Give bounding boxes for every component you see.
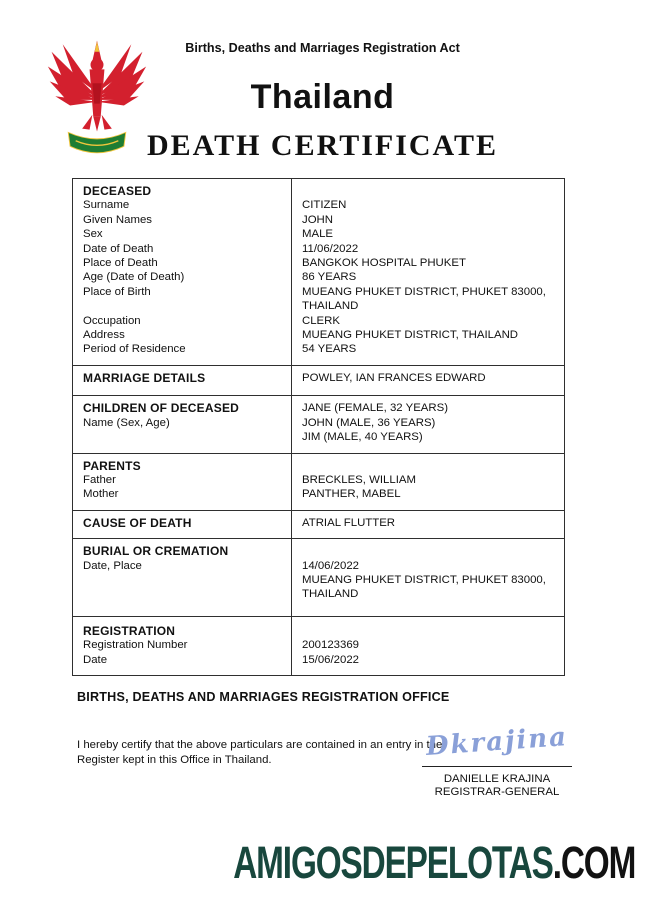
certification-statement: I hereby certify that the above particulars are contained in an entry in the Register kept in this Office in Thailand. (77, 739, 443, 766)
heading-children: CHILDREN OF DECEASED (83, 401, 240, 416)
table-row (73, 256, 564, 270)
empty-cell (291, 184, 564, 198)
value-cause-of-death: ATRIAL FLUTTER (291, 516, 564, 530)
spacer-row (73, 502, 564, 510)
value-burial-date: 14/06/2022 (291, 559, 564, 573)
certificate-table (72, 178, 565, 676)
value-sex: MALE (291, 227, 564, 241)
table-row (73, 314, 564, 328)
value-registration-number: 200123369 (291, 638, 564, 652)
value-father: BRECKLES, WILLIAM (291, 473, 564, 487)
label-registration-number: Registration Number (83, 639, 188, 652)
signature-block (422, 720, 572, 798)
spacer-row (73, 357, 564, 365)
spacer-row (73, 385, 564, 395)
label-place-of-birth: Place of Birth (83, 285, 151, 298)
label-sex: Sex (83, 228, 103, 241)
table-row (73, 328, 564, 342)
label-registration-date: Date (83, 653, 108, 666)
value-place-of-death: BANGKOK HOSPITAL PHUKET (291, 256, 564, 270)
signatory-title: REGISTRAR-GENERAL (434, 786, 560, 798)
section-heading-row-deceased (73, 184, 564, 198)
value-child-1: JANE (FEMALE, 32 YEARS) (291, 401, 564, 415)
section-divider (73, 616, 564, 624)
section-heading-row-cause (73, 516, 564, 530)
heading-burial-cremation: BURIAL OR CREMATION (83, 544, 229, 559)
registration-office-title: BIRTHS, DEATHS AND MARRIAGES REGISTRATION OFFICE (77, 690, 450, 704)
label-place-of-death: Place of Death (83, 257, 158, 270)
table-row (73, 213, 564, 227)
table-row (73, 198, 564, 212)
value-period-of-residence: 54 YEARS (291, 342, 564, 356)
value-child-2: JOHN (MALE, 36 YEARS) (291, 416, 564, 430)
table-row (73, 342, 564, 356)
empty-cell (73, 430, 291, 444)
empty-cell (73, 573, 291, 602)
table-row (73, 559, 564, 573)
value-given-names: JOHN (291, 213, 564, 227)
table-row (73, 638, 564, 652)
label-address: Address (83, 329, 125, 342)
site-watermark (233, 837, 635, 888)
heading-cause-of-death: CAUSE OF DEATH (83, 515, 192, 530)
value-address: MUEANG PHUKET DISTRICT, THAILAND (291, 328, 564, 342)
heading-marriage-details: MARRIAGE DETAILS (83, 370, 206, 385)
value-marriage-details: POWLEY, IAN FRANCES EDWARD (291, 371, 564, 385)
country-title: Thailand (250, 78, 395, 116)
empty-cell (291, 544, 564, 558)
watermark-main-text: AMIGOSDEPELOTAS (233, 837, 553, 888)
table-row (73, 270, 564, 284)
label-age: Age (Date of Death) (83, 271, 185, 284)
empty-cell (291, 459, 564, 473)
empty-cell (291, 624, 564, 638)
table-row (73, 573, 564, 602)
section-heading-row-marriage (73, 371, 564, 385)
section-heading-row-registration (73, 624, 564, 638)
spacer-row (73, 530, 564, 538)
value-child-3: JIM (MALE, 40 YEARS) (291, 430, 564, 444)
value-occupation: CLERK (291, 314, 564, 328)
table-row (73, 227, 564, 241)
label-period-of-residence: Period of Residence (83, 343, 186, 356)
table-row (73, 430, 564, 444)
table-row (73, 473, 564, 487)
label-date-of-death: Date of Death (83, 242, 154, 255)
spacer-row (73, 445, 564, 453)
section-heading-row-children (73, 401, 564, 415)
heading-registration: REGISTRATION (83, 623, 176, 638)
spacer-row (73, 667, 564, 675)
registrar-signature: Dkrajina (425, 722, 569, 762)
label-given-names: Given Names (83, 213, 153, 226)
value-place-of-birth: MUEANG PHUKET DISTRICT, PHUKET 83000, THAILAND (291, 285, 564, 314)
label-children-name-sex-age: Name (Sex, Age) (83, 416, 170, 429)
value-registration-date: 15/06/2022 (291, 653, 564, 667)
value-age: 86 YEARS (291, 270, 564, 284)
label-mother: Mother (83, 488, 119, 501)
value-burial-place: MUEANG PHUKET DISTRICT, PHUKET 83000, THAILAND (291, 573, 564, 602)
watermark-suffix-text: .COM (552, 837, 635, 888)
value-surname: CITIZEN (291, 198, 564, 212)
label-burial-date-place: Date, Place (83, 559, 142, 572)
table-row (73, 285, 564, 314)
act-title: Births, Deaths and Marriages Registration Act (185, 41, 460, 55)
value-date-of-death: 11/06/2022 (291, 242, 564, 256)
value-mother: PANTHER, MABEL (291, 487, 564, 501)
table-row (73, 416, 564, 430)
label-surname: Surname (83, 199, 130, 212)
table-row (73, 653, 564, 667)
section-heading-row-parents (73, 459, 564, 473)
label-father: Father (83, 473, 116, 486)
table-row (73, 242, 564, 256)
heading-deceased: DECEASED (83, 184, 152, 198)
table-row (73, 487, 564, 501)
spacer-row (73, 602, 564, 616)
document-title: DEATH CERTIFICATE (146, 129, 499, 162)
signatory-name: DANIELLE KRAJINA (443, 773, 551, 785)
label-occupation: Occupation (83, 314, 141, 327)
heading-parents: PARENTS (83, 458, 141, 473)
section-heading-row-burial (73, 544, 564, 558)
